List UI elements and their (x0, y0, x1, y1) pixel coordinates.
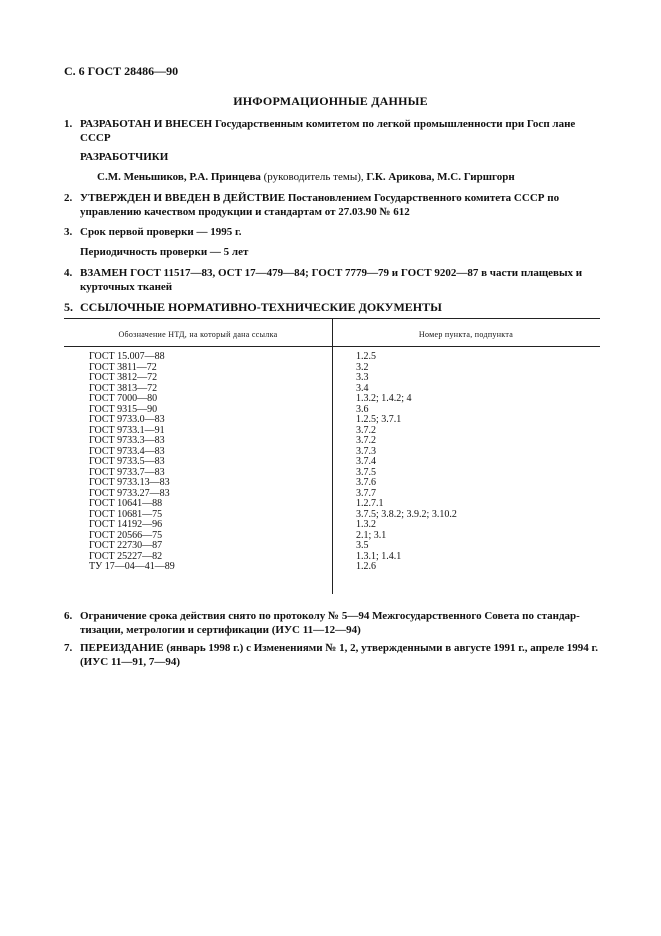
item-2 (64, 191, 604, 219)
cell-clause: 3.5 (356, 540, 369, 551)
item-3 (64, 225, 604, 239)
developers-heading: РАЗРАБОТЧИКИ (80, 151, 169, 163)
cell-clause: 3.3 (356, 372, 369, 383)
page-title: ИНФОРМАЦИОННЫЕ ДАННЫЕ (233, 94, 428, 108)
cell-clause: 1.2.7.1 (356, 498, 384, 509)
cell-clause: 3.7.2 (356, 424, 376, 436)
item-5 (64, 300, 442, 315)
cell-clause: 3.7.3 (356, 445, 376, 457)
cell-clause: 3.2 (356, 361, 369, 373)
item-4 (64, 266, 604, 294)
item-number: 1. (64, 118, 73, 130)
cell-designation: ГОСТ 9733.27—83 (89, 487, 170, 499)
table-row (64, 478, 600, 489)
cell-designation: ГОСТ 15.007—88 (89, 351, 165, 362)
cell-designation: ГОСТ 3813—72 (89, 382, 158, 394)
cell-designation: ГОСТ 7000—80 (89, 393, 158, 404)
table-row (64, 415, 600, 426)
item-number: 4. (64, 267, 73, 279)
developer-role: (руководитель темы), (260, 171, 367, 183)
cell-clause: 3.7.4 (356, 456, 376, 467)
cell-clause: 1.3.1; 1.4.1 (356, 550, 402, 562)
item-text: РАЗРАБОТАН И ВНЕСЕН Государственным комитетом по легкой промышленности при Госп лане СССР (80, 118, 576, 144)
item-number: 5. (64, 300, 73, 314)
cell-designation: ГОСТ 9733.5—83 (89, 456, 165, 467)
cell-clause: 2.1; 3.1 (356, 529, 387, 541)
item-text: ВЗАМЕН ГОСТ 11517—83, ОСТ 17—479—84; ГОСТ 7779—79 и ГОСТ 9202—87 в части плащевых и курточных тканей (80, 267, 583, 293)
cell-designation: ГОСТ 14192—96 (89, 519, 163, 530)
item-number: 3. (64, 226, 73, 238)
table-row (64, 562, 600, 573)
cell-designation: ГОСТ 25227—82 (89, 550, 163, 562)
item-text: Срок первой проверки — 1995 г. (80, 226, 242, 238)
item-6 (64, 609, 604, 637)
cell-clause: 3.6 (356, 403, 369, 415)
cell-clause: 3.7.5; 3.8.2; 3.9.2; 3.10.2 (356, 508, 457, 520)
cell-designation: ГОСТ 20566—75 (89, 529, 163, 541)
cell-designation: ГОСТ 9315—90 (89, 403, 158, 415)
cell-clause: 3.7.2 (356, 435, 376, 446)
cell-clause: 3.7.5 (356, 466, 376, 478)
developer-names: С.М. Меньшиков, Р.А. Принцева (97, 171, 261, 183)
cell-designation: ГОСТ 9733.1—91 (89, 424, 165, 436)
developer-names: Г.К. Арикова, М.С. Гиршгорн (366, 171, 515, 183)
item-number: 2. (64, 192, 73, 204)
table-body (64, 352, 600, 573)
cell-designation: ТУ 17—04—41—89 (89, 561, 175, 572)
table-row (64, 394, 600, 405)
item-text: УТВЕРЖДЕН И ВВЕДЕН В ДЕЙСТВИЕ Постановлением Государственного комитета СССР по управлению качеством продукции и стандартам от 27.03.90 № 612 (80, 192, 560, 218)
table-row (64, 352, 600, 363)
item-text: ССЫЛОЧНЫЕ НОРМАТИВНО-ТЕХНИЧЕСКИЕ ДОКУМЕНТЫ (80, 300, 442, 314)
cell-clause: 1.2.5; 3.7.1 (356, 414, 402, 425)
cell-designation: ГОСТ 10681—75 (89, 508, 163, 520)
developers-line (97, 170, 617, 184)
cell-clause: 3.4 (356, 382, 369, 394)
cell-designation: ГОСТ 9733.3—83 (89, 435, 165, 446)
table-row (64, 499, 600, 510)
cell-clause: 1.3.2; 1.4.2; 4 (356, 393, 412, 404)
cell-designation: ГОСТ 3812—72 (89, 372, 158, 383)
cell-clause: 1.2.5 (356, 351, 376, 362)
cell-designation: ГОСТ 10641—88 (89, 498, 163, 509)
table-header-clause: Номер пункта, подпункта (418, 330, 514, 339)
cell-clause: 3.7.6 (356, 477, 376, 488)
page-header: С. 6 ГОСТ 28486—90 (64, 64, 179, 78)
cell-designation: ГОСТ 9733.7—83 (89, 466, 165, 478)
table-row (64, 436, 600, 447)
cell-designation: ГОСТ 9733.4—83 (89, 445, 165, 457)
item-number: 6. (64, 610, 73, 622)
item-1 (64, 117, 604, 145)
table-header-designation: Обозначение НТД, на который дана ссылка (118, 330, 278, 339)
cell-clause: 1.2.6 (356, 561, 376, 572)
table-row (64, 520, 600, 531)
table-row (64, 373, 600, 384)
cell-designation: ГОСТ 9733.13—83 (89, 477, 170, 488)
table-header-rule (64, 346, 600, 347)
table-row (64, 541, 600, 552)
cell-clause: 1.3.2 (356, 519, 376, 530)
item-text: Ограничение срока действия снято по протоколу № 5—94 Межгосударственного Совета по стандар-тизации, метрологии и сертификации (ИУС 11—12—94) (80, 610, 580, 636)
table-row (64, 457, 600, 468)
cell-designation: ГОСТ 3811—72 (89, 361, 157, 373)
periodicity-text: Периодичность проверки — 5 лет (80, 246, 249, 258)
item-number: 7. (64, 642, 73, 654)
item-7 (64, 641, 604, 669)
cell-designation: ГОСТ 9733.0—83 (89, 414, 165, 425)
cell-clause: 3.7.7 (356, 487, 376, 499)
item-text: ПЕРЕИЗДАНИЕ (январь 1998 г.) с Изменениями № 1, 2, утвержденными в августе 1991 г., апреле 1994 г. (ИУС 11—91, 7—94) (80, 642, 598, 668)
cell-designation: ГОСТ 22730—87 (89, 540, 163, 551)
